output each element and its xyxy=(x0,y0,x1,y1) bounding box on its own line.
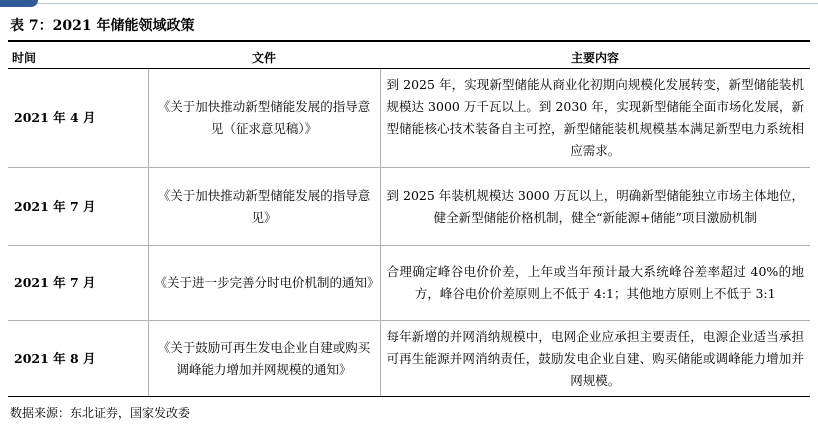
row-time: 2021 年 7 月 xyxy=(8,246,148,321)
row-content: 到 2025 年，实现新型储能从商业化初期向规模化发展转变，新型储能装机规模达 3000 万千瓦以上。到 2030 年，实现新型储能全面市场化发展，新型储能核心技术装备自主可控，新型储能装机规模基本满足新型电力系统相应需求。 xyxy=(380,69,810,168)
row-document: 《关于加快推动新型储能发展的指导意见》 xyxy=(148,168,380,246)
policy-table xyxy=(8,46,810,397)
header-content: 主要内容 xyxy=(380,46,810,69)
table-row xyxy=(8,168,810,246)
row-document: 《关于鼓励可再生发电企业自建或购买调峰能力增加并网规模的通知》 xyxy=(148,321,380,397)
table-row xyxy=(8,321,810,397)
table-row xyxy=(8,69,810,168)
row-document: 《关于加快推动新型储能发展的指导意见（征求意见稿）》 xyxy=(148,69,380,168)
data-source-note: 数据来源：东北证券，国家发改委 xyxy=(10,406,191,420)
row-content: 每年新增的并网消纳规模中，电网企业应承担主要责任，电源企业适当承担可再生能源并网消纳责任，鼓励发电企业自建、购买储能或调峰能力增加并网规模。 xyxy=(380,321,810,397)
table-row xyxy=(8,246,810,321)
title-rule xyxy=(8,40,810,42)
header-rule xyxy=(0,3,818,4)
table-title: 表 7：2021 年储能领域政策 xyxy=(10,18,195,34)
row-time: 2021 年 8 月 xyxy=(8,321,148,397)
row-time: 2021 年 4 月 xyxy=(8,69,148,168)
header-decoration xyxy=(0,0,818,7)
row-time: 2021 年 7 月 xyxy=(8,168,148,246)
table-header-row xyxy=(8,46,810,69)
row-content: 合理确定峰谷电价价差，上年或当年预计最大系统峰谷差率超过 40%的地方，峰谷电价价差原则上不低于 4:1；其他地方原则上不低于 3:1 xyxy=(380,246,810,321)
header-logo-shape xyxy=(0,0,38,7)
header-time: 时间 xyxy=(8,46,148,69)
header-document: 文件 xyxy=(148,46,380,69)
row-document: 《关于进一步完善分时电价机制的通知》 xyxy=(148,246,380,321)
row-content: 到 2025 年装机规模达 3000 万瓦以上，明确新型储能独立市场主体地位，健全新型储能价格机制，健全“新能源+储能”项目激励机制 xyxy=(380,168,810,246)
